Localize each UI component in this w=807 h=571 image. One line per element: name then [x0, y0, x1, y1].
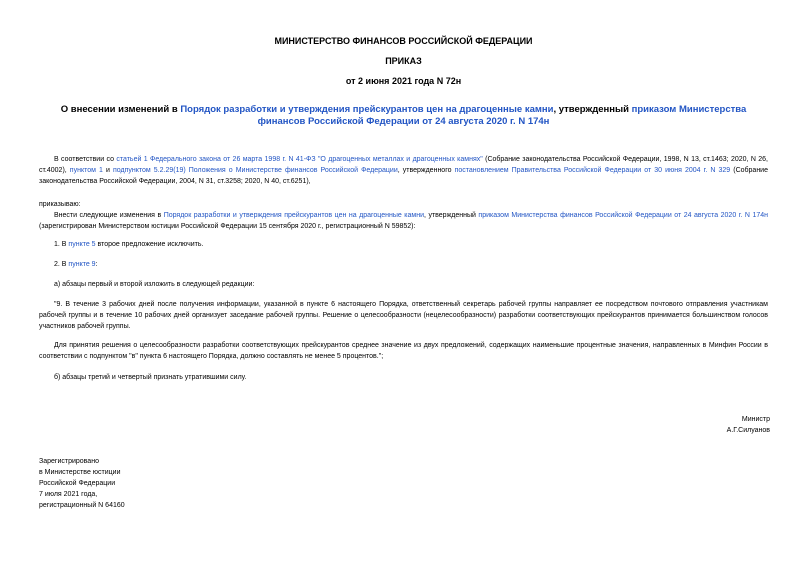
registration-line-4: 7 июля 2021 года,: [39, 491, 98, 498]
preamble-text-3: и: [102, 167, 113, 174]
registration-line-5: регистрационный N 64160: [39, 502, 125, 509]
registration-line-2: в Министерстве юстиции: [39, 469, 121, 476]
quote-paragraph-2: [39, 340, 768, 362]
title-middle: , утвержденный: [553, 104, 632, 115]
amendment-intro: [39, 210, 768, 232]
document-type: ПРИКАЗ: [385, 56, 422, 66]
item-1-text-1: 1. В: [54, 241, 69, 248]
signatory-name: А.Г.Силуанов: [726, 427, 770, 434]
title-link-procedure[interactable]: Порядок разработки и утверждения прейскурантов цен на драгоценные камни: [180, 104, 554, 115]
order-body: [39, 199, 768, 232]
law-link[interactable]: статьей 1 Федерального закона от 26 марта 1998 г. N 41-ФЗ "О драгоценных металлах и драгоценных камнях": [116, 156, 483, 163]
regulation-link[interactable]: подпунктом 5.2.29(19) Положения о Министерстве финансов Российской Федерации: [112, 167, 398, 174]
date-number: от 2 июня 2021 года N 72н: [345, 76, 462, 86]
title-prefix: О внесении изменений в: [60, 104, 181, 115]
procedure-link[interactable]: Порядок разработки и утверждения прейскурантов цен на драгоценные камни: [163, 212, 424, 219]
item-b: [39, 372, 768, 383]
clause-9-link[interactable]: пункте 9: [68, 261, 96, 268]
amendment-text-3: (зарегистрирован Министерством юстиции Российской Федерации 15 сентября 2020 г., регистрационный N 59852):: [39, 223, 416, 230]
item-a: [39, 279, 768, 290]
signatory-position: Министр: [741, 416, 770, 423]
item-a-text: а) абзацы первый и второй изложить в следующей редакции:: [54, 281, 255, 288]
signature-block: [727, 414, 770, 436]
preamble-text-5: (Собрание законодательства Российской Федерации, 2004, N 31, ст.3258; 2020, N 40, ст.6251),: [39, 167, 768, 185]
registration-block: [39, 456, 125, 511]
ministry-heading: МИНИСТЕРСТВО ФИНАНСОВ РОССИЙСКОЙ ФЕДЕРАЦИИ: [274, 36, 533, 46]
item-1: [39, 239, 768, 250]
registration-line-3: Российской Федерации: [39, 480, 116, 487]
quote-1-text: "9. В течение 3 рабочих дней после получения информации, указанной в пункте 6 настоящего Порядка, ответственный секретарь рабочей группы направляет ее посредством почтового отправления участникам рабочей группы и в течение 10 рабочих дней организует заседание рабочей группы. Решение о целесообразности (нецелесообразности) разработки соответствующих прейскурантов принимается большинством голосов участников рабочей группы.: [39, 301, 768, 330]
title-link-order[interactable]: приказом Министерства финансов Российской Федерации от 24 августа 2020 г. N 174н: [257, 104, 747, 127]
order-word: приказываю:: [39, 201, 81, 208]
quote-2-text: Для принятия решения о целесообразности разработки соответствующих прейскурантов среднее значение из двух предложений, содержащих наименьшие процентные значения, направленных в Минфин России в соответствии с подпунктом "в" пункта 6 настоящего Порядка, должно составлять не менее 5 процентов.";: [39, 342, 768, 360]
amendment-text-2: , утвержденный: [423, 212, 479, 219]
registration-line-1: Зарегистрировано: [39, 458, 99, 465]
resolution-link[interactable]: постановлением Правительства Российской Федерации от 30 июня 2004 г. N 329: [454, 167, 731, 174]
document-title: [52, 104, 755, 128]
item-2-text-2: :: [95, 261, 98, 268]
item-b-text: б) абзацы третий и четвертый признать утратившими силу.: [54, 374, 247, 381]
item-1-text-2: второе предложение исключить.: [95, 241, 204, 248]
clause-5-link[interactable]: пункте 5: [68, 241, 96, 248]
preamble-text-4: , утвержденного: [397, 167, 455, 174]
item-2: [39, 259, 768, 270]
preamble: [39, 154, 768, 187]
amendment-text-1: Внести следующие изменения в: [54, 212, 164, 219]
preamble-text-1: В соответствии со: [54, 156, 117, 163]
item-2-text-1: 2. В: [54, 261, 69, 268]
clause-link[interactable]: пунктом 1: [69, 167, 103, 174]
order-174n-link[interactable]: приказом Министерства финансов Российской Федерации от 24 августа 2020 г. N 174н: [478, 212, 768, 219]
preamble-text-2: (Собрание законодательства Российской Федерации, 1998, N 13, ст.1463; 2020, N 26, ст.4002),: [39, 156, 768, 174]
quote-paragraph-1: [39, 299, 768, 332]
preamble-paragraph: [39, 154, 768, 187]
